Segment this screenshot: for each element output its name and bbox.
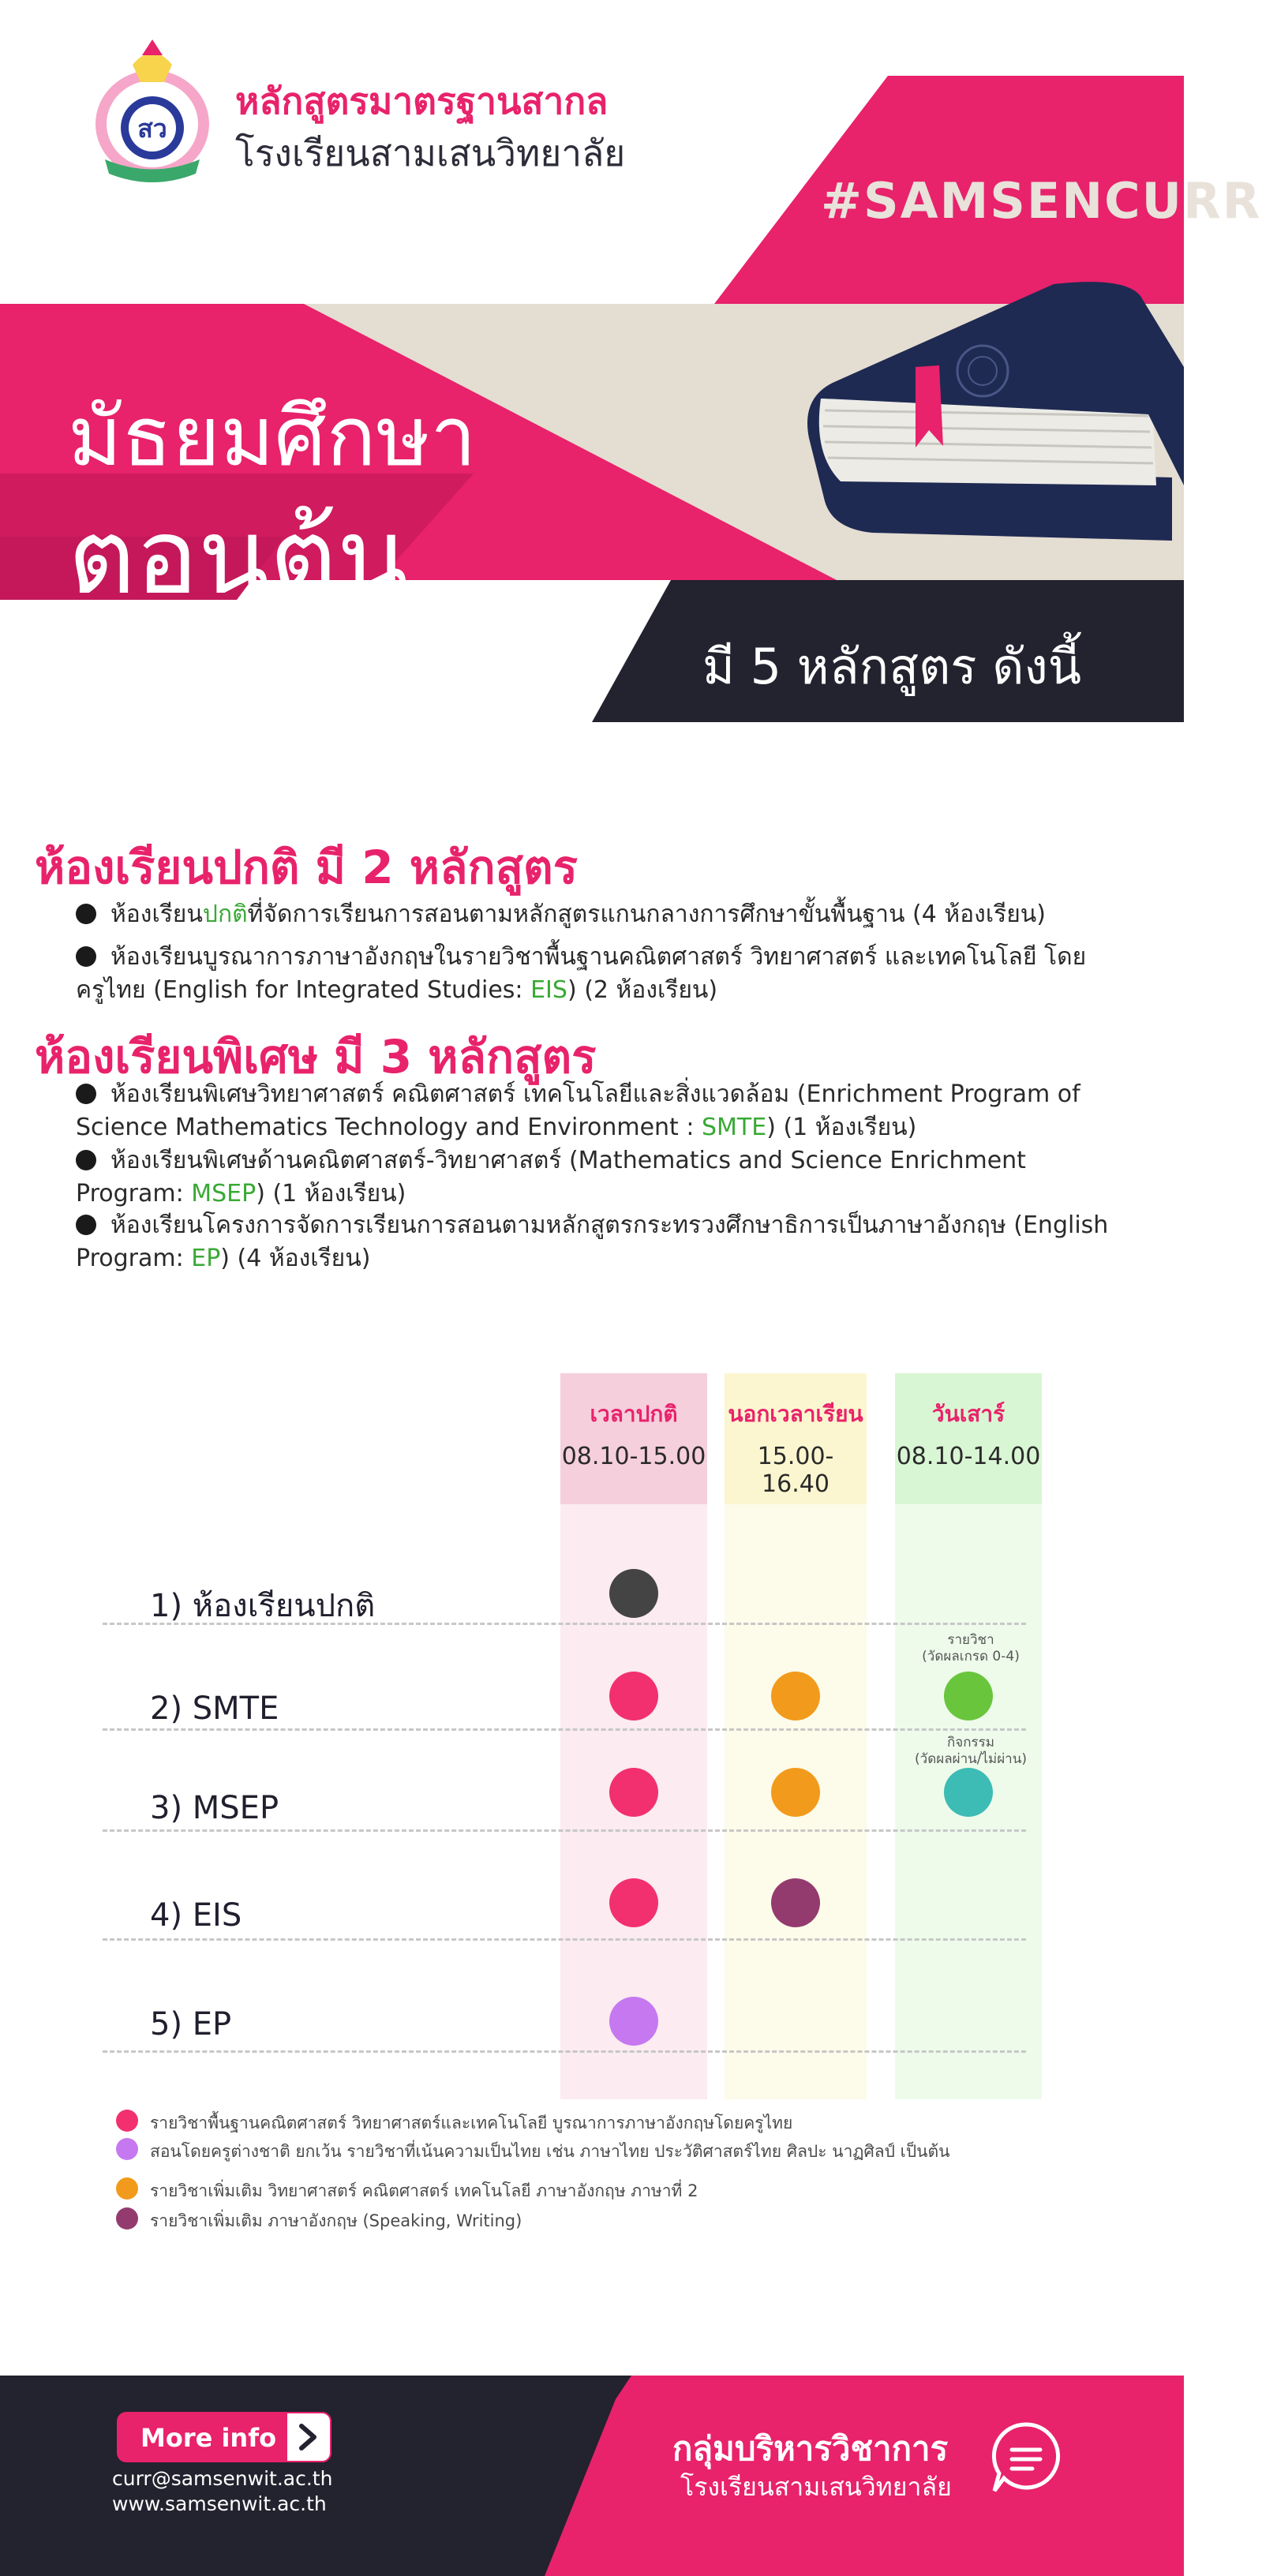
legend-text: สอนโดยครูต่างชาติ ยกเว้น รายวิชาที่เน้นความเป็นไทย เช่น ภาษาไทย ประวัติศาสตร์ไทย ศิลปะ นาฏศิลป์ เป็นต้น — [150, 2142, 950, 2161]
more-info-label[interactable]: More info — [140, 2423, 277, 2453]
legend-dot-pink — [116, 2110, 138, 2132]
row-divider — [103, 1623, 1026, 1625]
schedule-column-header — [725, 1373, 867, 1504]
legend-dot-plum — [116, 2207, 138, 2230]
column-time: 08.10-15.00 — [561, 1443, 706, 1470]
schedule-dot — [944, 1672, 993, 1720]
column-label: นอกเวลาเรียน — [728, 1401, 863, 1427]
regular-section-title: ห้องเรียนปกติ มี 2 หลักสูตร — [35, 841, 578, 894]
saturday-note-course: รายวิชา (วัดผลเกรด 0-4) — [922, 1632, 1020, 1664]
schedule-dot — [609, 1997, 658, 2046]
bullet-icon — [76, 1084, 96, 1104]
course-item: ห้องเรียนโครงการจัดการเรียนการสอนตามหลักสูตรกระทรวงศึกษาธิการเป็นภาษาอังกฤษ (English Program: EP) (4 ห้องเรียน) — [76, 1211, 1109, 1272]
hashtag: #SAMSENCURR — [821, 172, 1262, 230]
row-label-regular: 1) ห้องเรียนปกติ — [150, 1588, 376, 1624]
legend-text: รายวิชาพื้นฐานคณิตศาสตร์ วิทยาศาสตร์และเทคโนโลยี บูรณาการภาษาอังกฤษโดยครูไทย — [150, 2114, 793, 2132]
schedule-dot — [771, 1768, 820, 1817]
row-divider — [103, 1728, 1026, 1731]
course-item: ห้องเรียนพิเศษด้านคณิตศาสตร์-วิทยาศาสตร์ (Mathematics and Science Enrichment Program: MSEP) (1 ห้องเรียน) — [76, 1147, 1026, 1208]
schedule-dot — [771, 1878, 820, 1927]
legend-text: รายวิชาเพิ่มเติม วิทยาศาสตร์ คณิตศาสตร์ เทคโนโลยี ภาษาอังกฤษ ภาษาที่ 2 — [150, 2181, 698, 2200]
legend-text: รายวิชาเพิ่มเติม ภาษาอังกฤษ (Speaking, Writing) — [150, 2211, 522, 2230]
footer-school-name: โรงเรียนสามเสนวิทยาลัย — [680, 2472, 952, 2502]
contact-email[interactable]: curr@samsenwit.ac.th — [112, 2467, 333, 2490]
chat-icon — [988, 2420, 1064, 2496]
bullet-icon — [76, 1215, 96, 1235]
bullet-icon — [76, 946, 96, 967]
saturday-note-activity: กิจกรรม (วัดผลผ่าน/ไม่ผ่าน) — [915, 1735, 1027, 1767]
column-time: 08.10-14.00 — [896, 1443, 1041, 1470]
school-name: โรงเรียนสามเสนวิทยาลัย — [235, 132, 626, 174]
schedule-dot — [771, 1672, 820, 1720]
bullet-icon — [76, 904, 96, 924]
book-icon — [777, 280, 1184, 564]
school-logo — [85, 41, 219, 183]
row-label-ep: 5) EP — [150, 2006, 232, 2042]
legend-dot-orange — [116, 2177, 138, 2200]
schedule-dot — [609, 1672, 658, 1720]
chevron-right-icon[interactable] — [286, 2412, 331, 2462]
legend-dot-purple — [116, 2138, 138, 2160]
curriculum-title: หลักสูตรมาตรฐานสากล — [235, 80, 609, 122]
row-divider — [103, 1829, 1026, 1832]
schedule-column-header — [560, 1373, 707, 1504]
schedule-dot — [609, 1569, 658, 1618]
special-section-title: ห้องเรียนพิเศษ มี 3 หลักสูตร — [35, 1030, 597, 1084]
row-divider — [103, 2050, 1026, 2053]
course-item: ห้องเรียนปกติที่จัดการเรียนการสอนตามหลักสูตรแกนกลางการศึกษาขั้นพื้นฐาน (4 ห้องเรียน) — [76, 898, 1133, 931]
row-label-eis: 4) EIS — [150, 1897, 242, 1934]
hero-title-line2: ตอนต้น — [68, 496, 409, 618]
schedule-dot — [944, 1768, 993, 1817]
column-time: 15.00-16.40 — [757, 1443, 834, 1498]
bullet-icon — [76, 1150, 96, 1170]
curriculum-count: มี 5 หลักสูตร ดังนี้ — [702, 638, 1082, 695]
row-label-msep: 3) MSEP — [150, 1790, 279, 1826]
course-item: ห้องเรียนพิเศษวิทยาศาสตร์ คณิตศาสตร์ เทคโนโลยีและสิ่งแวดล้อม (Enrichment Program of Science Mathematics Technology and Environment : SMTE) (1 ห้องเรียน) — [76, 1080, 1080, 1141]
schedule-dot — [609, 1768, 658, 1817]
schedule-column-header — [895, 1373, 1042, 1504]
course-item: ห้องเรียนบูรณาการภาษาอังกฤษในรายวิชาพื้นฐานคณิตศาสตร์ วิทยาศาสตร์ และเทคโนโลยี โดยครูไทย (English for Integrated Studies: EIS) (2 ห้องเรียน) — [76, 943, 1087, 1004]
column-label: วันเสาร์ — [931, 1401, 1005, 1427]
contact-website[interactable]: www.samsenwit.ac.th — [112, 2492, 327, 2515]
row-divider — [103, 1938, 1026, 1941]
svg-text:สว: สว — [137, 114, 167, 144]
hero-title-line1: มัธยมศึกษา — [68, 388, 477, 485]
department-name: กลุ่มบริหารวิชาการ — [672, 2429, 949, 2468]
column-label: เวลาปกติ — [590, 1401, 678, 1427]
row-label-smte: 2) SMTE — [150, 1690, 279, 1727]
schedule-dot — [609, 1878, 658, 1927]
